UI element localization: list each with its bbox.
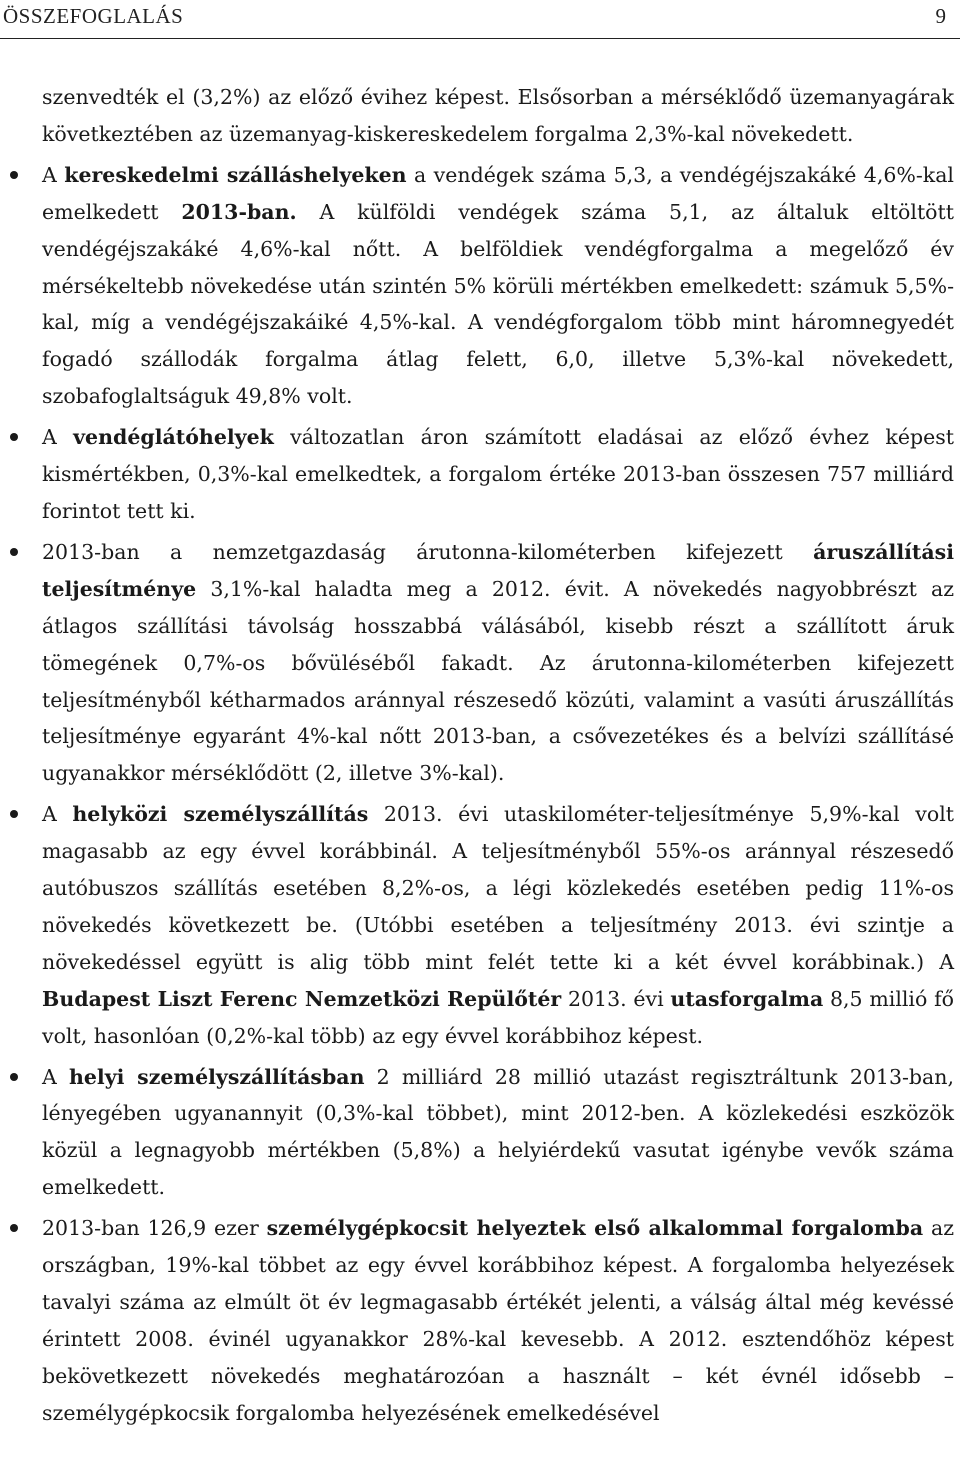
bullet-dot-icon xyxy=(10,1224,18,1232)
running-title: ÖSSZEFOGLALÁS xyxy=(3,4,184,28)
page-number: 9 xyxy=(935,4,946,28)
body-text xyxy=(42,79,954,1432)
bullet-dot-icon xyxy=(10,548,18,556)
bullet-intercity-passenger: A helyközi személyszállítás 2013. évi utaskilométer-teljesítménye 5,9%-kal volt magasabb az egy évvel korábbinál. A teljesítményből 55%-os aránnyal részesedő autóbuszos szállítás esetében 8,2%-os, a légi közlekedés esetében pedig 11%-os növekedés következett be. (Utóbbi esetében a teljesítmény 2013. évi szintje a növekedéssel együtt is alig több mint felét tette ki a két évvel korábbinak.) A Budapest Liszt Ferenc Nemzetközi Repülőtér 2013. évi utasforgalma 8,5 millió fő volt, hasonlóan (0,2%-kal több) az egy évvel korábbihoz képest. xyxy=(42,796,954,1054)
bullet-accommodation: A kereskedelmi szálláshelyeken a vendégek száma 5,3, a vendégéjszakáké 4,6%-kal emelkedett 2013-ban. A külföldi vendégek száma 5,1, az általuk eltöltött vendégéjszakáké 4,6%-kal nőtt. A belföldiek vendégforgalma a megelőző év mérsékeltebb növekedése után szintén 5% körüli mértékben emelkedett: számuk 5,5%-kal, míg a vendégéjszakáiké 4,5%-kal. A vendégforgalom több mint háromnegyedét fogadó szállodák forgalma átlag felett, 6,0, illetve 5,3%-kal növekedett, szobafoglaltságuk 49,8% volt. xyxy=(42,157,954,415)
bullet-dot-icon xyxy=(10,1073,18,1081)
bullet-freight: 2013-ban a nemzetgazdaság árutonna-kilométerben kifejezett áruszállítási teljesítménye 3,1%-kal haladta meg a 2012. évit. A növekedés nagyobbrészt az átlagos szállítási távolság hosszabbá válásából, kisebb részt a szállított áruk tömegének 0,7%-os bővüléséből fakadt. Az árutonna-kilométerben kifejezett teljesítményből kétharmados aránnyal részesedő közúti, valamint a vasúti áruszállítás teljesítménye egyaránt 4%-kal nőtt 2013-ban, a csővezetékes és a belvízi szállításé ugyanakkor mérséklődött (2, illetve 3%-kal). xyxy=(42,534,954,792)
bullet-catering: A vendéglátóhelyek változatlan áron számított eladásai az előző évhez képest kismértékben, 0,3%-kal emelkedtek, a forgalom értéke 2013-ban összesen 757 milliárd forintot tett ki. xyxy=(42,419,954,530)
bullet-dot-icon xyxy=(10,810,18,818)
bullet-car-registration: 2013-ban 126,9 ezer személygépkocsit helyeztek első alkalommal forgalomba az országban, 19%-kal többet az egy évvel korábbihoz képest. A forgalomba helyezések tavalyi száma az elmúlt öt év legmagasabb értékét jelenti, a válság által még kevéssé érintett 2008. évinél ugyanakkor 28%-kal kevesebb. A 2012. esztendőhöz képest bekövetkezett növekedés meghatározóan a használt – két évnél idősebb – személygépkocsik forgalomba helyezésének emelkedésével xyxy=(42,1210,954,1431)
bullet-local-passenger: A helyi személyszállításban 2 milliárd 28 millió utazást regisztráltunk 2013-ban, lényegében ugyanannyit (0,3%-kal többet), mint 2012-ben. A közlekedési eszközök közül a legnagyobb mértékben (5,8%) a helyiérdekű vasutat igénybe vevők száma emelkedett. xyxy=(42,1059,954,1207)
intro-paragraph: szenvedték el (3,2%) az előző évihez képest. Elsősorban a mérséklődő üzemanyagárak következtében az üzemanyag-kiskereskedelem forgalma 2,3%-kal növekedett. xyxy=(42,85,954,146)
page-header xyxy=(0,0,960,39)
bullet-dot-icon xyxy=(10,433,18,441)
bullet-dot-icon xyxy=(10,171,18,179)
